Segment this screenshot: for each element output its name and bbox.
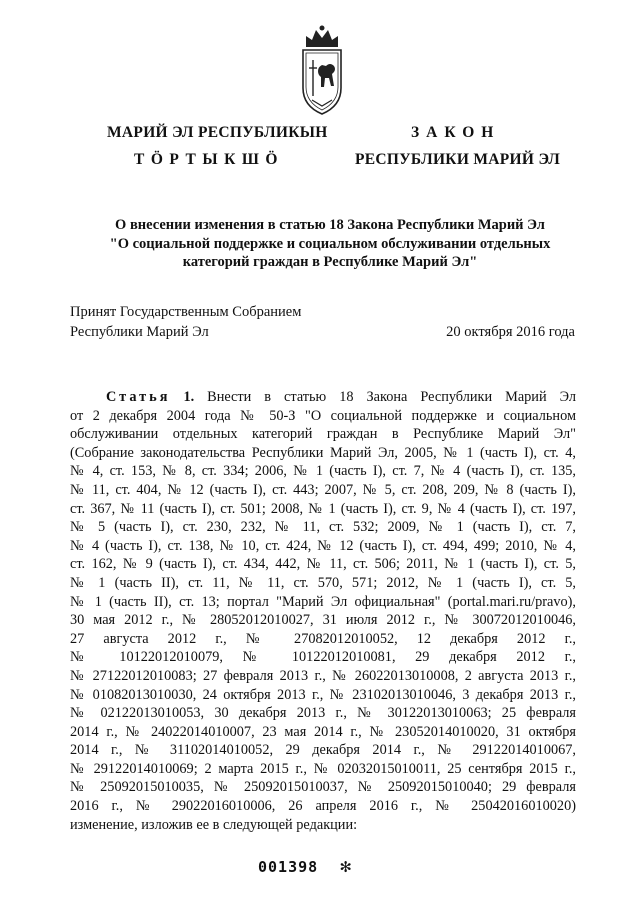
- article-label: Статья: [106, 389, 171, 405]
- article-line: 2014 г., № 24022014010007, 23 мая 2014 г., № 23052014010020, 31 октября: [70, 723, 576, 740]
- article-line: изменение, изложив ее в следующей редакции:: [70, 816, 358, 833]
- adoption-line2: [70, 322, 575, 342]
- coat-of-arms-icon: [298, 22, 346, 118]
- serial-number: 001398: [258, 858, 319, 876]
- article-line: № 27122012010083; 27 февраля 2013 г., № 26022013010008, 2 августа 2013 г.,: [70, 667, 576, 684]
- article-line-text: Внести в статью 18 Закона Республики Марий Эл: [207, 389, 576, 405]
- adoption-line1: Принят Государственным Собранием: [70, 304, 302, 320]
- article-line: № 1 (часть II), ст. 11, № 11, ст. 570, 571; 2012, № 1 (часть I), ст. 5,: [70, 574, 576, 591]
- adoption-block: [70, 302, 575, 342]
- law-title-line1: О внесении изменения в статью 18 Закона Республики Марий Эл: [115, 217, 545, 233]
- document-serial: [258, 856, 352, 877]
- article-line: 30 мая 2012 г., № 28052012010027, 31 июля 2012 г., № 30072012010046,: [70, 612, 576, 629]
- header-right-line2: РЕСПУБЛИКИ МАРИЙ ЭЛ: [355, 151, 561, 168]
- article-line: 27 августа 2012 г., № 27082012010052, 12 декабря 2012 г.,: [70, 630, 576, 647]
- article-number: 1.: [183, 389, 195, 405]
- article-line: 2014 г., № 31102014010052, 29 декабря 2014 г., № 29122014010067,: [70, 742, 576, 759]
- article-line: № 29122014010069; 2 марта 2015 г., № 02032015010011, 25 сентября 2015 г.,: [70, 760, 576, 777]
- article-line: № 5 (часть I), ст. 230, 232, № 11, ст. 532; 2009, № 1 (часть I), ст. 7,: [70, 519, 576, 536]
- article-line: от 2 декабря 2004 года № 50-З "О социальной поддержке и социальном: [70, 407, 576, 424]
- law-title-line3: категорий граждан в Республике Марий Эл": [182, 254, 478, 270]
- law-title-line2: "О социальной поддержке и социальном обслуживании отдельных: [109, 235, 551, 252]
- article-line: 2016 г., № 29022016010006, 26 апреля 2016 г., № 25042016010020): [70, 798, 576, 815]
- article-1: [70, 388, 576, 834]
- header-left-line2: ТӦРТЫКШӦ: [134, 151, 284, 168]
- article-line: № 25092015010035, № 25092015010037, № 25092015010040; 29 февраля: [70, 779, 576, 796]
- article-line: № 1 (часть II), ст. 13; портал "Марий Эл официальная" (portal.mari.ru/pravo),: [70, 593, 576, 610]
- shield-icon: [303, 50, 341, 114]
- asterisk-mark-icon: ✻: [340, 856, 353, 877]
- adoption-body: Республики Марий Эл: [70, 324, 209, 340]
- article-line: № 4 (часть I), ст. 138, № 10, ст. 424, № 12 (часть I), ст. 494, 499; 2010, № 4,: [70, 537, 576, 554]
- crown-icon: [306, 26, 338, 48]
- article-line: ст. 367, № 11 (часть I), ст. 501; 2008, № 1 (часть I), ст. 9, № 4 (часть I), ст. 197,: [70, 500, 576, 517]
- adoption-date: 20 октября 2016 года: [446, 324, 575, 340]
- article-line: № 11, ст. 404, № 12 (часть I), ст. 443; 2007, № 5, ст. 208, 209, № 8 (часть I),: [70, 481, 576, 498]
- header-right-line1: ЗАКОН: [411, 124, 501, 141]
- law-title: [70, 216, 590, 272]
- article-line: № 10122012010079, № 10122012010081, 29 декабря 2012 г.,: [70, 649, 576, 666]
- header-left-line1: МАРИЙ ЭЛ РЕСПУБЛИКЫН: [107, 124, 328, 141]
- article-line: № 01082013010030, 24 октября 2013 г., № 23102013010046, 3 декабря 2013 г.,: [70, 686, 576, 703]
- article-line: ст. 162, № 9 (часть I), ст. 434, 442, № 11, ст. 506; 2011, № 1 (часть I), ст. 5,: [70, 556, 576, 573]
- article-line: № 4, ст. 153, № 8, ст. 334; 2006, № 1 (часть I), ст. 7, № 4 (часть I), ст. 135,: [70, 463, 576, 480]
- article-line: [70, 388, 576, 407]
- article-line: № 02122013010053, 30 декабря 2013 г., № 30122013010063; 25 февраля: [70, 705, 576, 722]
- article-line: обслуживании отдельных категорий граждан в Республике Марий Эл": [70, 426, 576, 443]
- article-line: (Собрание законодательства Республики Марий Эл, 2005, № 1 (часть I), ст. 4,: [70, 444, 576, 461]
